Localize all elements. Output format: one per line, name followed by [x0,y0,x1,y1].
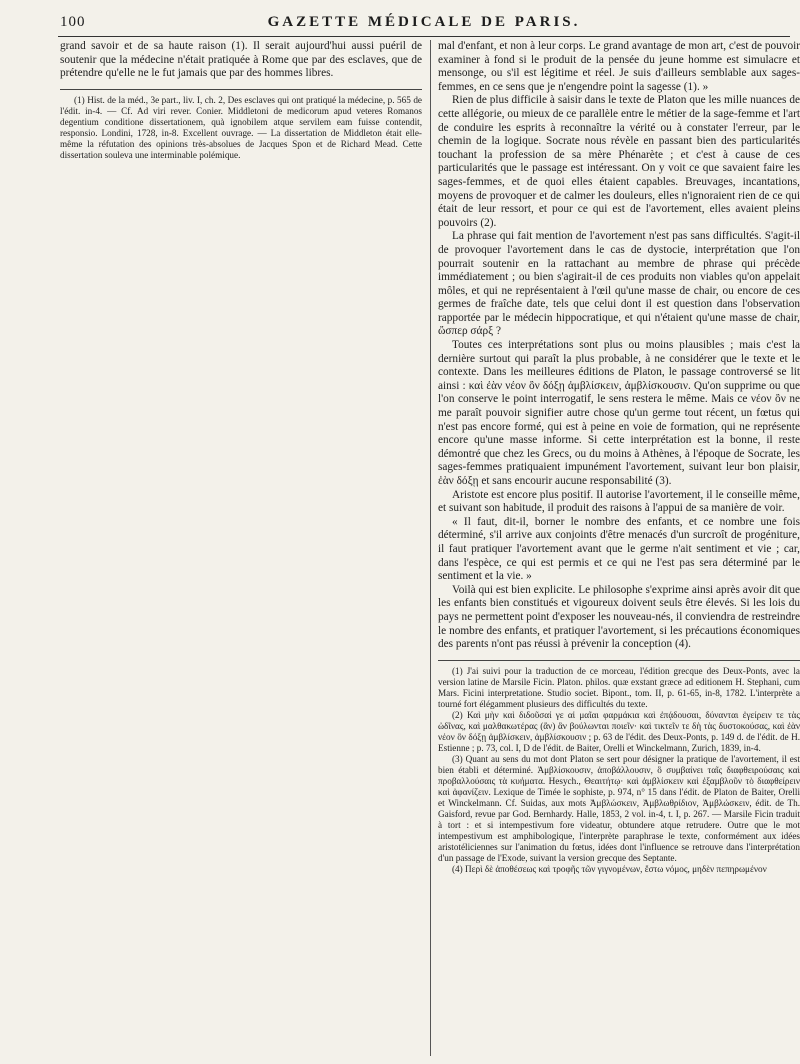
quotation-paragraph: « Il faut, dit-il, borner le nombre des enfants, et ce nombre une fois déterminé, s'il arrive aux conjoints d'être menacés d'un surcroît de progéniture, il faut pratiquer l'avortement avant que le germe n'ait sentiment et vie ; car, dans l'espèce, ce qui est permis et ce qui ne l'est pas sera déterminé par le sentiment et la vie. » [438,515,800,583]
left-column [60,40,422,1056]
body-paragraph: grand savoir et de sa haute raison (1). Il serait aujourd'hui aussi puéril de soutenir que la médecine n'était pratiquée à Rome que par des esclaves, que de prétendre qu'elle ne le fut jamais que par des hommes libres. [60,40,422,80]
footnote-separator [60,89,422,90]
footnote: (2) Καὶ μὴν καὶ διδοῦσαί γε αἱ μαῖαι φαρμάκια καὶ ἐπᾴδουσαι, δύνανται ἐγείρειν τε τὰς ὠδῖνας, καὶ μαλθακωτέρας (ἂν) ἂν βούλωνται ποιεῖν· καὶ τικτεῖν τε δὴ τὰς δυστοκούσας, καὶ ἐὰν νέον ὂν δόξῃ ἀμβλίσκειν, ἀμβλίσκουσιν ; p. 63 de l'édit. des Deux-Ponts, p. 149 d. de l'édit. de H. Estienne ; p. 73, col. I, D de l'édit. de Baiter, Orelli et Winckelmann, Zurich, 1839, in-4. [438,709,800,753]
column-rule [430,40,431,1056]
page-number: 100 [60,14,86,30]
footnote: (1) Hist. de la méd., 3e part., liv. I, ch. 2, Des esclaves qui ont pratiqué la médecine, p. 565 de l'édit. in-4. — Cf. Ad viri rever. Conier. Middletoni de medicorum apud veteres Romanos degentium conditione dissertationem, quà ignobilem atque servilem eam fuisse contendit, responsio. Londini, 1728, in-8. Excellent ouvrage. — La dissertation de Middleton était elle-même la réfutation des opinions très-absolues de Jacques Spon et de Richard Mead. Cette dissertation souleva une interminable polémique. [60,94,422,160]
body-paragraph: Toutes ces interprétations sont plus ou moins plausibles ; mais c'est la dernière surtout qui paraît la plus probable, à ne considérer que le texte et le contexte. Dans les meilleures éditions de Platon, le passage controversé se lit ainsi : καὶ ἐὰν νέον ὂν δόξῃ ἀμβλίσκειν, ἀμβλίσκουσιν. Qu'on supprime ou que l'on conserve le point interrogatif, le sens restera le même. Mais ce νέον ὂν ne me paraît pouvoir signifier autre chose qu'un germe tout récent, un fœtus qui n'est pas encore formé, qui est à peine en voie de formation, qui ne représente encore qu'une masse informe. Si cette interprétation est la bonne, il reste démontré que chez les Grecs, ou du moins à Athènes, à l'époque de Socrate, les sages-femmes pratiquaient impunément l'avortement, suivant leur bon plaisir, ἐὰν δόξῃ et sans encourir aucune responsabilité (3). [438,339,800,487]
journal-title: GAZETTE MÉDICALE DE PARIS. [267,14,581,30]
right-column [438,40,800,1056]
body-paragraph: Rien de plus difficile à saisir dans le texte de Platon que les mille nuances de cette allégorie, ou mieux de ce parallèle entre le métier de la sage-femme et l'art de conduire les esprits à reconnaître la vérité ou à constater l'erreur, par le chemin de la logique. Socrate nous révèle en passant bien des particularités touchant la profession de sa mère Phénarète ; et c'est à cause de ces particularités que le passage est intéressant. On y voit ce que savaient faire les sages-femmes, et de quoi elles étaient capables. Breuvages, incantations, moyens de provoquer et de calmer les douleurs, elles n'ignoraient rien de ce qui était de leur ressort, et pour ce qui est de l'avortement, elles avaient pleins pouvoirs (2). [438,94,800,229]
footnote: (3) Quant au sens du mot dont Platon se sert pour désigner la pratique de l'avortement, il est bien établi et déterminé. Ἀμβλίσκουσιν, ἀποβάλλουσιν, ὃ συμβαίνει ταῖς διαφθειρούσαις καὶ προβαλλούσαις τὰ κυήματα. Hesych., Θεαιτήτῳ· καὶ ἀμβλίσκειν καὶ ἐξαμβλοῦν τὸ διαφθείρειν καὶ ἀφανίζειν. Lexique de Timée le sophiste, p. 974, n° 15 dans l'édit. de Platon de Baiter, Orelli et Winckelmann. Cf. Suidas, aux mots Ἀμβλώσκειν, Ἀμβλωθρίδιον, Ἀμβλώσκειν, édit. de Th. Gaisford, revue par God. Bernhardy. Halle, 1853, 2 vol. in-4, t. I, p. 267. — Marsile Ficin traduit à tort : et si intempestivum fore videatur, obtundere atque retrudere. Outre que le mot intempestivum est amphibologique, l'interprète paraphrase le texte, conformément aux idées aristotéliciennes sur l'animation du fœtus, idées dont l'influence se retrouve dans l'interprétation d'un passage de l'Exode, suivant la version grecque des Septante. [438,753,800,863]
body-paragraph: mal d'enfant, et non à leur corps. Le grand avantage de mon art, c'est de pouvoir examiner à fond si le produit de la pensée du jeune homme est simulacre et mensonge, ou s'il est légitime et réel. Je suis d'ailleurs semblable aux sages-femmes, en ce sens que je n'engendre point la sagesse (1). » [438,40,800,93]
body-paragraph: Aristote est encore plus positif. Il autorise l'avortement, il le conseille même, et suivant son habitude, il produit des raisons à l'appui de sa manière de voir. [438,488,800,515]
page-header [58,14,790,37]
body-paragraph: La phrase qui fait mention de l'avortement n'est pas sans difficultés. S'agit-il de provoquer l'avortement dans le cas de dystocie, interprétation que l'on pourrait soutenir en la rattachant au membre de phrase qui précède immédiatement ; ou bien s'agirait-il de ces produits non viables qu'on appelait môles, et qui ne représentaient à l'œil qu'une masse de chair, ou encore de ces germes de fraîche date, tels que celui dont il est question dans l'observation rapportée par le médecin hippocratique, et qui n'étaient qu'une masse de chair, ὥσπερ σάρξ ? [438,230,800,338]
footnote: (1) J'ai suivi pour la traduction de ce morceau, l'édition grecque des Deux-Ponts, avec la version latine de Marsile Ficin. Platon. philos. quæ exstant græce ad editionem H. Stephani, cum Mars. Ficini interpretatione. Studio societ. Bipont., tom. II, p. 61-65, in-8, 1782. L'interprète a tourné fort élégamment plusieurs des difficultés du texte. [438,665,800,709]
body-paragraph: Voilà qui est bien explicite. Le philosophe s'exprime ainsi après avoir dit que les enfants bien constitués et vigoureux doivent seuls être élevés. Si les lois du pays ne permettent point d'exposer les nouveau-nés, il conviendra de restreindre le nombre des enfants, et pratiquer l'avortement, si les précautions économiques des parents n'ont pas réussi à prévenir la conception (4). [438,583,800,651]
footnote: (4) Περὶ δὲ ἀποθέσεως καὶ τροφῆς τῶν γιγνομένων, ἔστω νόμος, μηδὲν πεπηρωμένον [452,863,767,874]
footnote-separator [438,660,800,661]
